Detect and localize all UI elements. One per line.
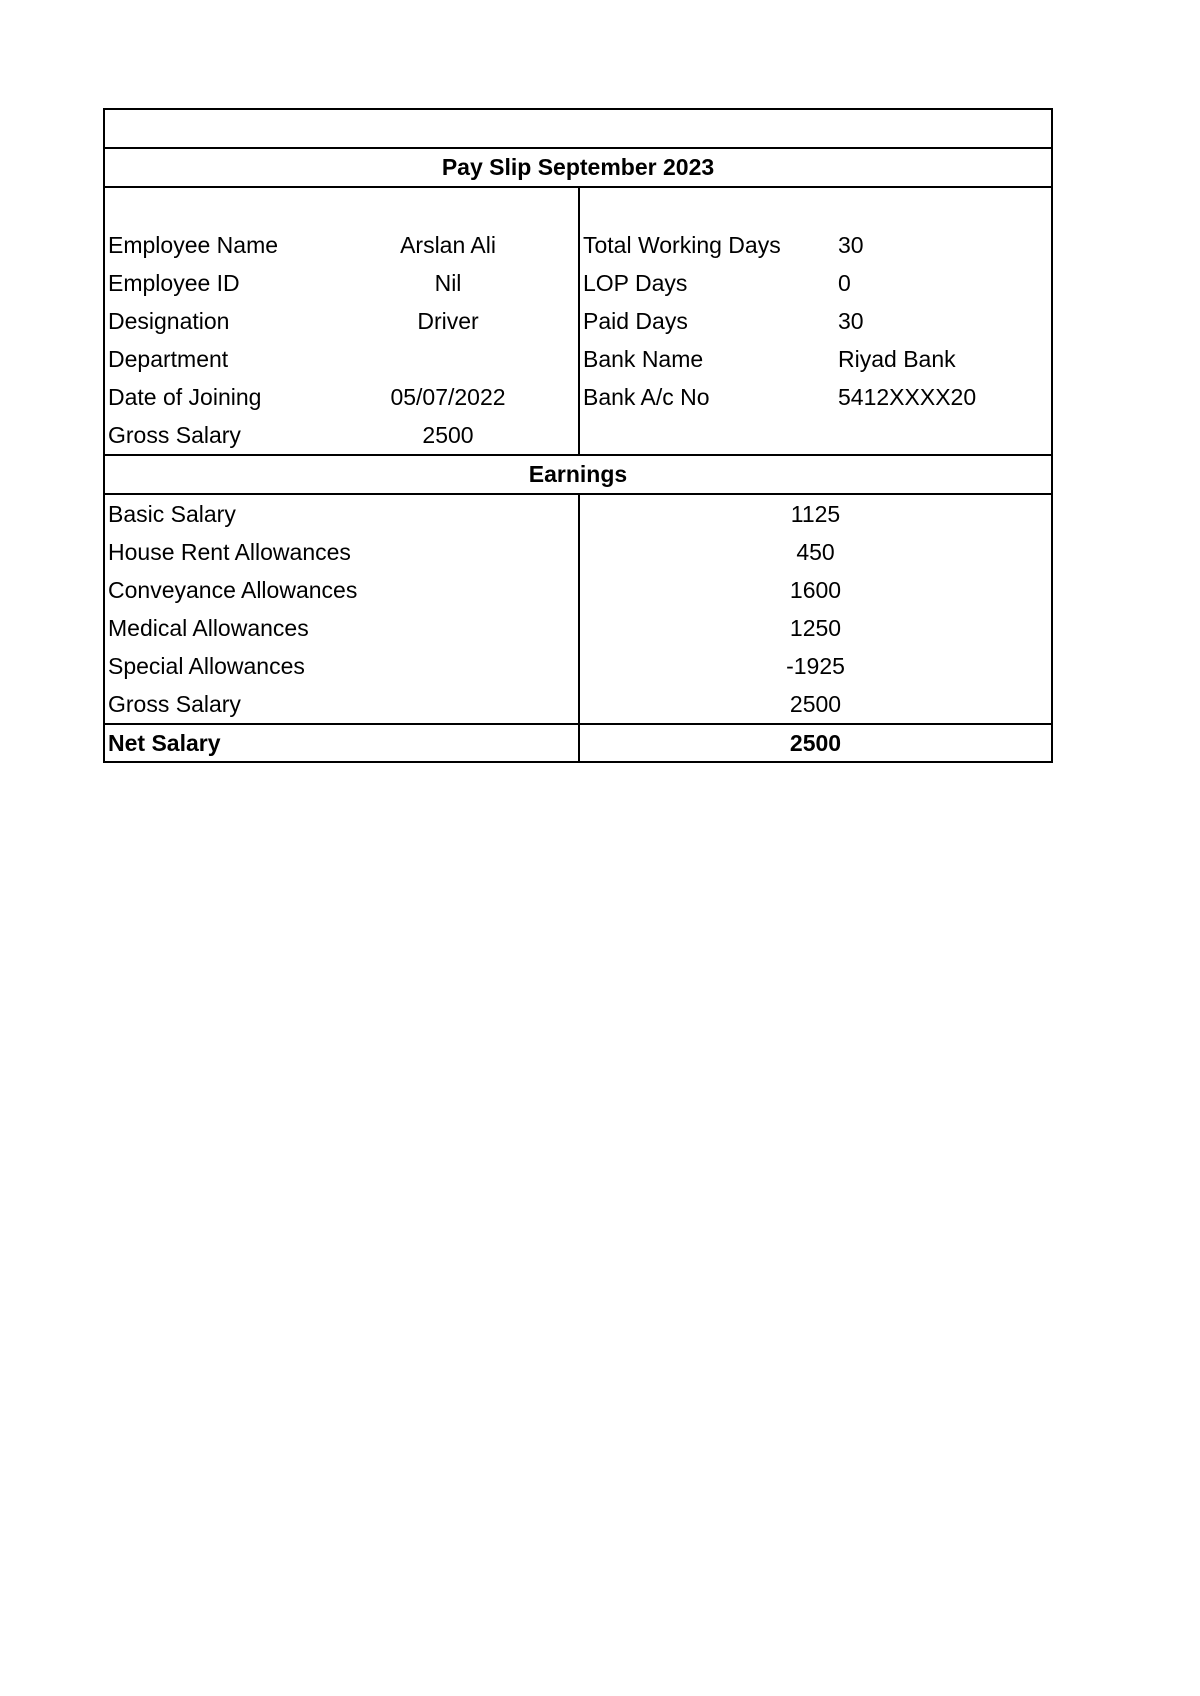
net-salary-label: Net Salary (105, 725, 580, 761)
joining-date-row (105, 378, 578, 416)
earning-amount-basic: 1125 (790, 501, 841, 527)
earning-label-conveyance: Conveyance Allowances (108, 577, 358, 603)
earning-amount-conveyance: 1600 (789, 577, 842, 603)
bank-account-value: 5412XXXX20 (838, 384, 977, 410)
designation-value: Driver (417, 308, 479, 334)
attendance-bank-details (580, 188, 1051, 454)
pay-slip-table (103, 108, 1053, 763)
earnings-section (105, 495, 1051, 723)
employee-name-label: Employee Name (108, 232, 279, 258)
employee-name-value: Arslan Ali (400, 232, 496, 258)
empty-row (580, 416, 1051, 454)
employee-id-value: Nil (434, 270, 462, 296)
earnings-heading: Earnings (105, 456, 1051, 495)
gross-salary-label: Gross Salary (108, 422, 241, 448)
earning-label-house-rent: House Rent Allowances (108, 539, 351, 565)
lop-days-value: 0 (838, 270, 851, 296)
earnings-amounts (580, 495, 1051, 723)
earning-amount-special: -1925 (786, 653, 845, 679)
bank-account-row (580, 378, 1051, 416)
net-salary-row (105, 723, 1051, 761)
earning-amount-house-rent: 450 (796, 539, 835, 565)
net-salary-value: 2500 (789, 730, 842, 756)
paid-days-value: 30 (838, 308, 864, 334)
paid-days-label: Paid Days (583, 308, 688, 334)
earning-amount-gross: 2500 (789, 691, 842, 717)
earning-amount-medical: 1250 (789, 615, 842, 641)
blank-header-row (105, 110, 1051, 149)
employee-name-row (105, 226, 578, 264)
working-days-row (580, 226, 1051, 264)
department-value (378, 340, 518, 378)
gross-salary-value: 2500 (422, 422, 474, 448)
joining-date-label: Date of Joining (108, 384, 262, 410)
earning-label-gross: Gross Salary (108, 691, 241, 717)
working-days-label: Total Working Days (583, 232, 781, 258)
earning-label-medical: Medical Allowances (108, 615, 309, 641)
earning-label-special: Special Allowances (108, 653, 305, 679)
joining-date-value: 05/07/2022 (390, 384, 506, 410)
paid-days-row (580, 302, 1051, 340)
lop-days-row (580, 264, 1051, 302)
working-days-value: 30 (838, 232, 864, 258)
employee-details (105, 188, 580, 454)
bank-account-label: Bank A/c No (583, 384, 710, 410)
employee-id-label: Employee ID (108, 270, 240, 296)
bank-name-value: Riyad Bank (838, 346, 956, 372)
earning-label-basic: Basic Salary (108, 501, 236, 527)
bank-name-label: Bank Name (583, 346, 704, 372)
designation-label: Designation (108, 308, 230, 334)
earnings-labels (105, 495, 580, 723)
designation-row (105, 302, 578, 340)
employee-id-row (105, 264, 578, 302)
department-row (105, 340, 578, 378)
employee-info-section (105, 188, 1051, 456)
bank-name-row (580, 340, 1051, 378)
pay-slip-title: Pay Slip September 2023 (105, 149, 1051, 188)
gross-salary-row (105, 416, 578, 454)
lop-days-label: LOP Days (583, 270, 688, 296)
department-label: Department (108, 346, 229, 372)
